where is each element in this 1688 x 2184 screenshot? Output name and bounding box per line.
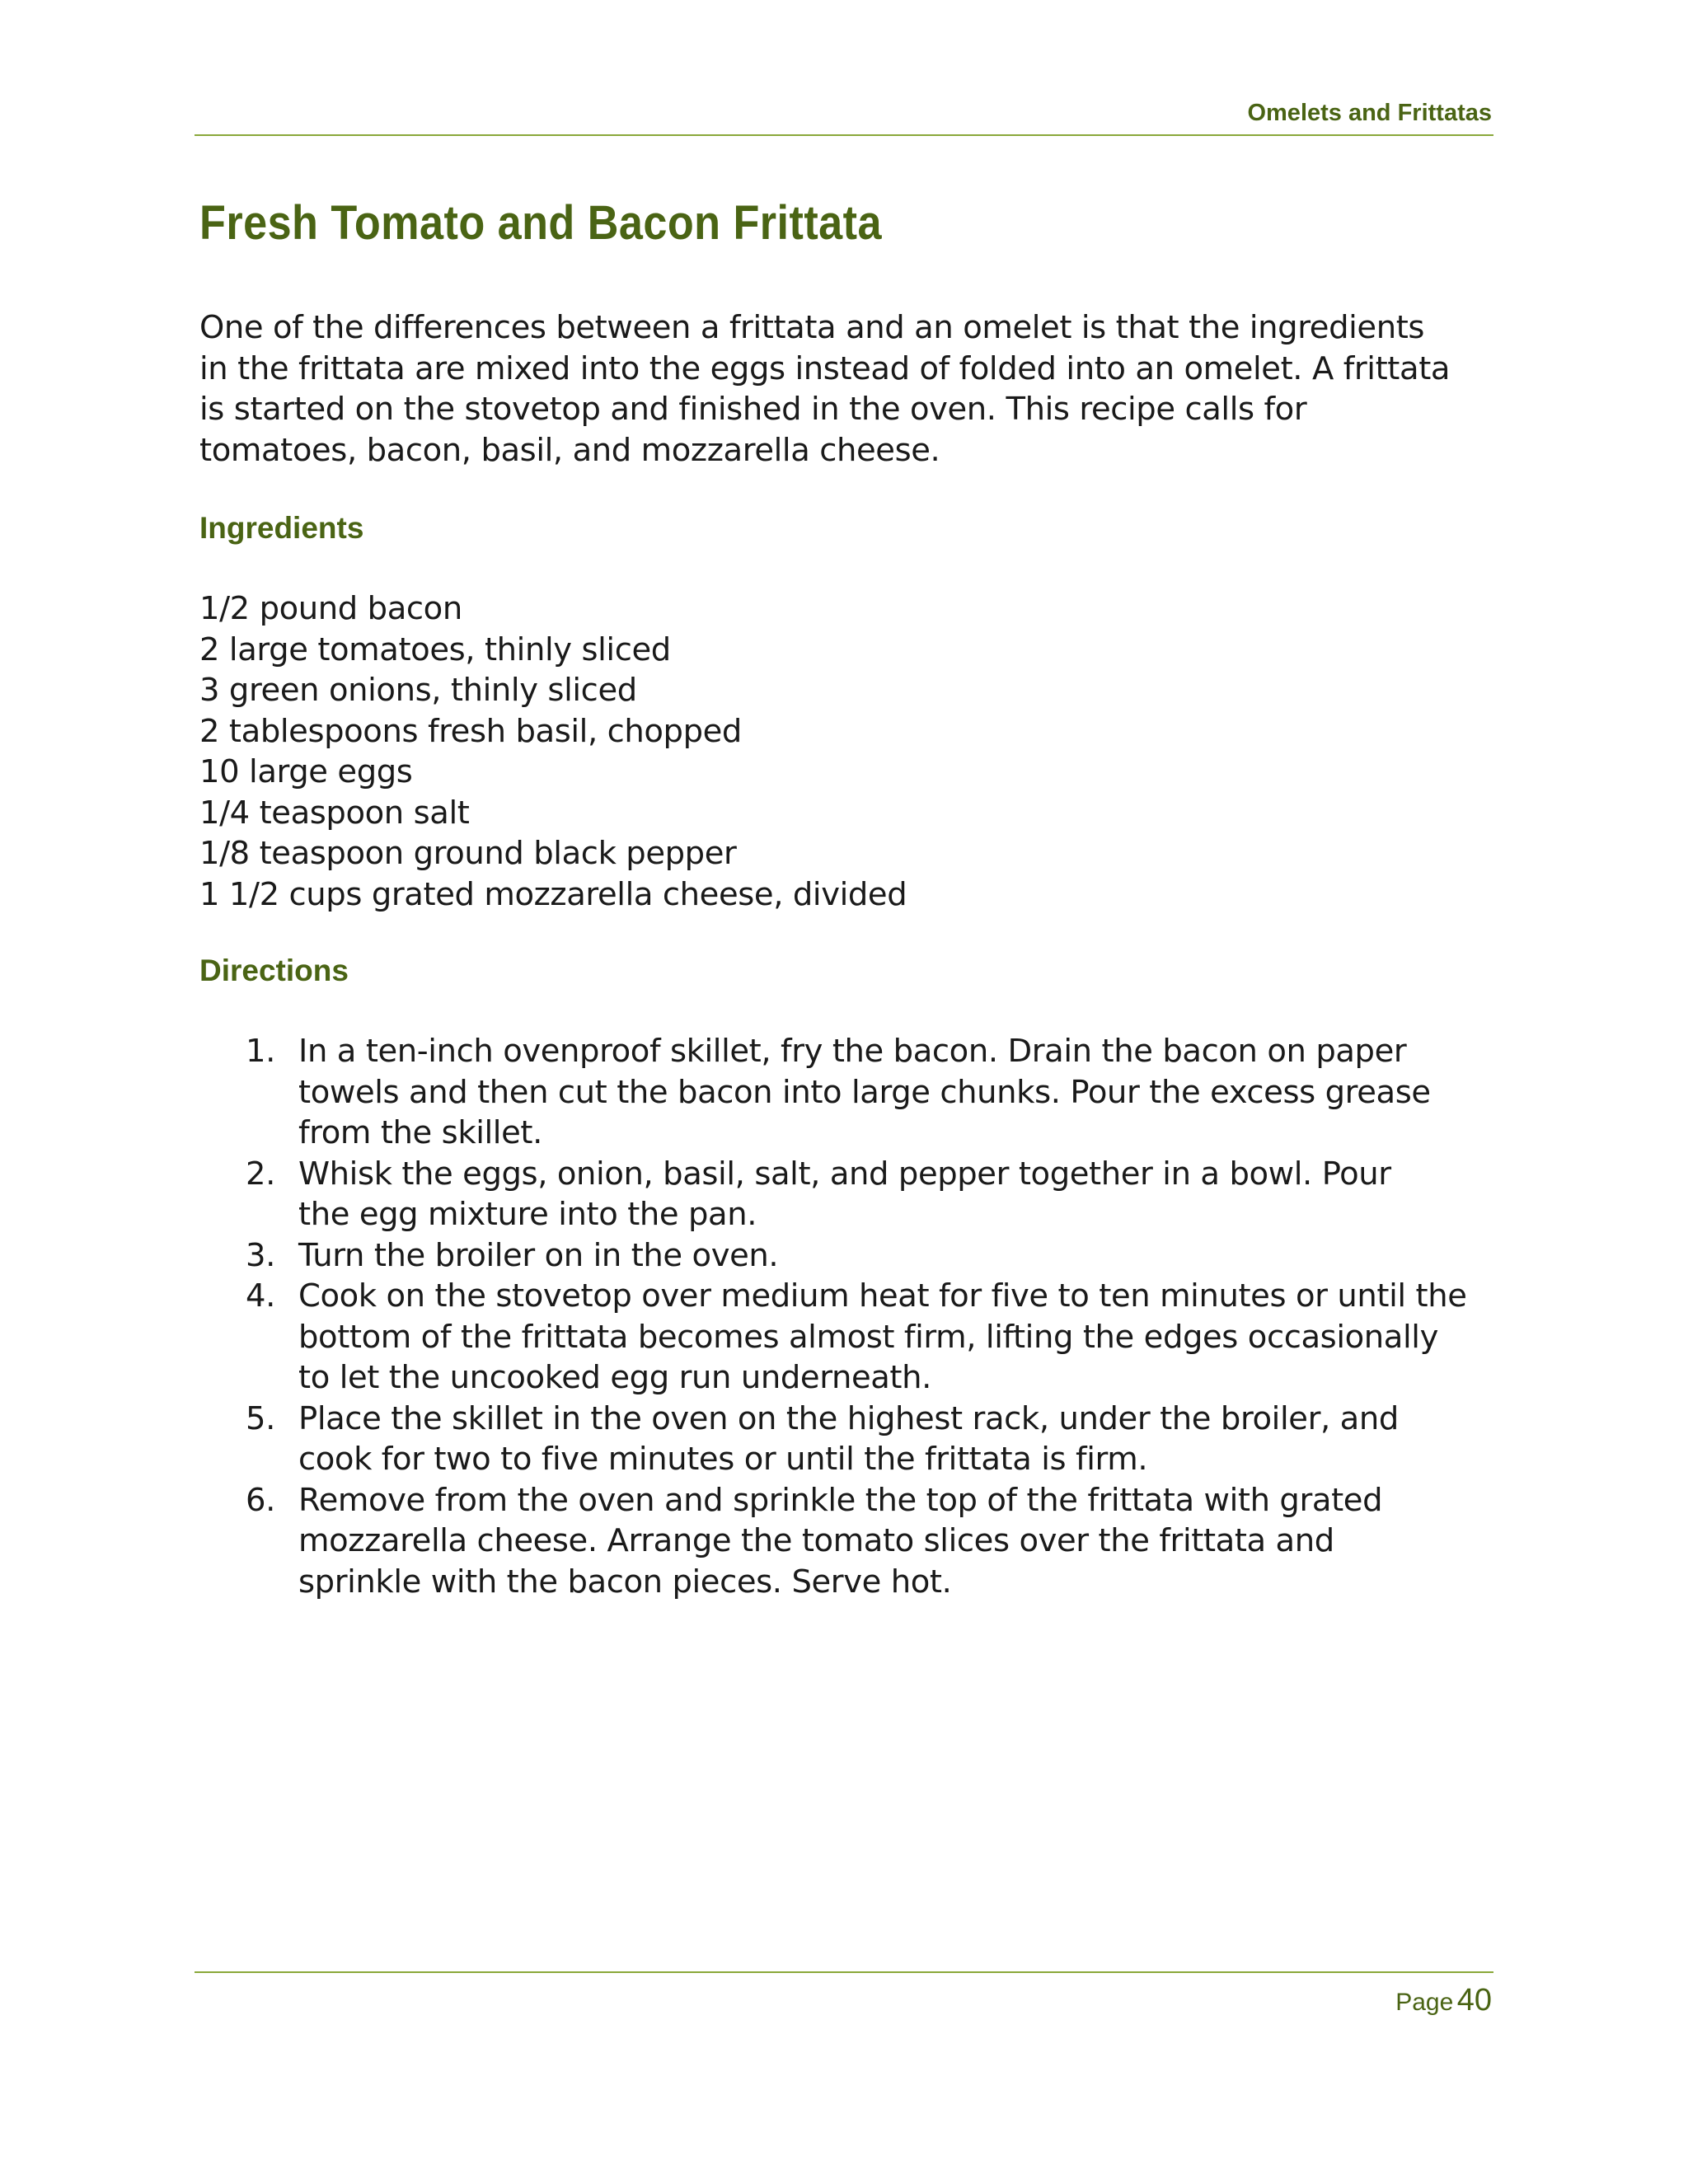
- step-line: Place the skillet in the oven on the highest rack, under the broiler, and: [298, 1399, 1399, 1437]
- intro-line: is started on the stovetop and finished in the oven. This recipe calls for: [199, 391, 1307, 428]
- step-number: 2.: [246, 1155, 275, 1193]
- ingredients-list: [199, 588, 907, 915]
- ingredient-item: 2 tablespoons fresh basil, chopped: [199, 712, 742, 750]
- ingredient-item: 1/2 pound bacon: [199, 590, 462, 627]
- step-line: Whisk the eggs, onion, basil, salt, and pepper together in a bowl. Pour: [298, 1155, 1391, 1193]
- ingredient-item: 3 green onions, thinly sliced: [199, 672, 637, 709]
- direction-step: [199, 1235, 1518, 1277]
- header-rule: [195, 134, 1493, 136]
- intro-line: in the frittata are mixed into the eggs instead of folded into an omelet. A frittata: [199, 349, 1451, 387]
- step-line: towels and then cut the bacon into large chunks. Pour the excess grease: [298, 1073, 1431, 1111]
- step-line: Turn the broiler on in the oven.: [298, 1236, 779, 1274]
- page-number-value: 40: [1456, 1983, 1492, 2018]
- direction-step: [199, 1031, 1518, 1154]
- step-number: 5.: [246, 1399, 275, 1437]
- step-line: In a ten-inch ovenproof skillet, fry the bacon. Drain the bacon on paper: [298, 1033, 1407, 1070]
- footer-rule: [195, 1971, 1493, 1973]
- page-label: Page: [1395, 1989, 1454, 2016]
- ingredient-item: 10 large eggs: [199, 753, 413, 790]
- step-line: from the skillet.: [298, 1114, 542, 1151]
- page-number: [1395, 1983, 1492, 2018]
- step-line: Remove from the oven and sprinkle the top of the frittata with grated: [298, 1481, 1383, 1519]
- intro-line: tomatoes, bacon, basil, and mozzarella cheese.: [199, 431, 940, 469]
- step-line: sprinkle with the bacon pieces. Serve hot.: [298, 1563, 952, 1601]
- direction-step: [199, 1399, 1518, 1480]
- step-line: Cook on the stovetop over medium heat for five to ten minutes or until the: [298, 1277, 1467, 1315]
- recipe-title: Fresh Tomato and Bacon Frittata: [199, 196, 882, 250]
- ingredient-item: 2 large tomatoes, thinly sliced: [199, 630, 671, 668]
- running-header: Omelets and Frittatas: [1247, 100, 1492, 126]
- step-line: mozzarella cheese. Arrange the tomato slices over the frittata and: [298, 1522, 1334, 1559]
- directions-heading: Directions: [199, 954, 349, 987]
- step-number: 4.: [246, 1277, 275, 1315]
- ingredient-item: 1/4 teaspoon salt: [199, 794, 470, 832]
- step-line: the egg mixture into the pan.: [298, 1196, 757, 1233]
- direction-step: [199, 1276, 1518, 1399]
- step-line: to let the uncooked egg run underneath.: [298, 1359, 931, 1396]
- intro-line: One of the differences between a frittata and an omelet is that the ingredients: [199, 309, 1425, 346]
- step-line: bottom of the frittata becomes almost firm, lifting the edges occasionally: [298, 1318, 1438, 1356]
- step-number: 6.: [246, 1481, 275, 1519]
- ingredients-heading: Ingredients: [199, 511, 364, 545]
- directions-list: [199, 1031, 1518, 1602]
- step-line: cook for two to five minutes or until the frittata is firm.: [298, 1441, 1148, 1478]
- direction-step: [199, 1154, 1518, 1235]
- recipe-intro: [199, 307, 1502, 471]
- step-number: 1.: [246, 1033, 275, 1070]
- step-number: 3.: [246, 1236, 275, 1274]
- ingredient-item: 1/8 teaspoon ground black pepper: [199, 835, 737, 872]
- ingredient-item: 1 1/2 cups grated mozzarella cheese, divided: [199, 875, 907, 913]
- direction-step: [199, 1480, 1518, 1603]
